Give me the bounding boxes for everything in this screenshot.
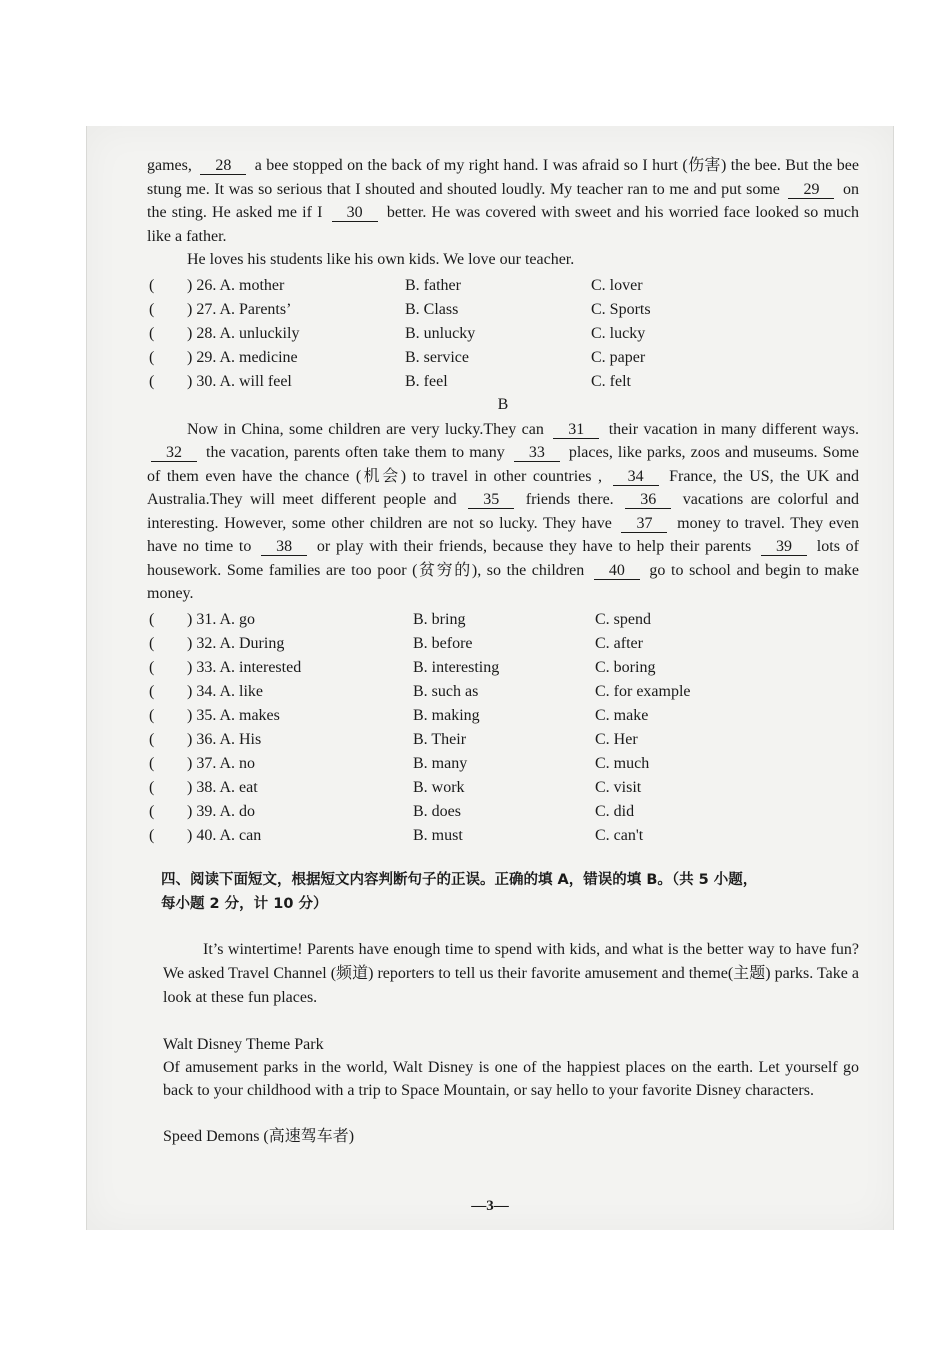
option-b: B. before xyxy=(413,634,473,652)
section-b-label: B xyxy=(497,395,509,413)
question-row-39 xyxy=(149,800,859,824)
section-4-heading-line-2: 每小题 2 分，计 10 分） xyxy=(161,895,328,912)
option-b: B. feel xyxy=(405,372,448,390)
answer-paren[interactable]: ( xyxy=(149,324,155,342)
question-row-33 xyxy=(149,656,859,680)
page-content xyxy=(147,154,859,1148)
option-c: C. Her xyxy=(595,730,638,748)
blank-35: 35 xyxy=(468,491,514,509)
option-c: C. make xyxy=(595,706,649,724)
option-c: C. Sports xyxy=(591,300,651,318)
option-b: B. work xyxy=(413,778,465,796)
option-c: C. much xyxy=(595,754,650,772)
passage-intro: It’s wintertime! Parents have enough time to spend with kids, and what is the better way to have fun? We asked Travel Channel (频道) reporters to tell us their favorite amusement and theme(主题) parks. Take a look at these fun places. xyxy=(163,940,859,1006)
options-31-40 xyxy=(149,608,859,848)
answer-paren[interactable]: ( xyxy=(149,754,155,772)
answer-paren[interactable]: ( xyxy=(149,706,155,724)
option-b: B. Their xyxy=(413,730,467,748)
option-a: ) 40. A. can xyxy=(187,826,262,844)
option-a: ) 38. A. eat xyxy=(187,778,258,796)
park-2-title: Speed Demons (高速驾车者) xyxy=(163,1127,355,1145)
cloze-a-paragraph-1 xyxy=(147,154,859,248)
answer-paren[interactable]: ( xyxy=(149,372,155,390)
question-row-36 xyxy=(149,728,859,752)
question-row-26 xyxy=(149,274,859,298)
blank-37: 37 xyxy=(621,515,667,533)
answer-paren[interactable]: ( xyxy=(149,802,155,820)
question-row-29 xyxy=(149,346,859,370)
blank-34: 34 xyxy=(613,468,659,486)
option-a: ) 27. A. Parents’ xyxy=(187,300,292,318)
park-1-title: Walt Disney Theme Park xyxy=(163,1035,324,1053)
option-b: B. unlucky xyxy=(405,324,476,342)
option-b: B. such as xyxy=(413,682,479,700)
question-row-35 xyxy=(149,704,859,728)
answer-paren[interactable]: ( xyxy=(149,634,155,652)
text-segment: places, like parks, zoos and museums. Some of them even have the chance (机会) to travel in other countries , xyxy=(147,444,860,485)
question-row-40 xyxy=(149,824,859,848)
answer-paren[interactable]: ( xyxy=(149,826,155,844)
text-segment: a bee stopped on the back of my right hand. I was afraid so I hurt (伤害) the bee. But the bee stung me. It was so serious that I shouted and shouted loudly. My teacher ran to me and put some xyxy=(147,157,860,198)
text-segment: money to travel. They even have no time to xyxy=(147,514,860,555)
text-segment: France, the US, the UK and Australia.They will meet different people and xyxy=(147,467,859,508)
blank-29: 29 xyxy=(788,181,834,199)
option-c: C. spend xyxy=(595,610,651,628)
option-a: ) 26. A. mother xyxy=(187,276,285,294)
text-segment: go to school and begin to make money. xyxy=(147,561,860,602)
blank-32: 32 xyxy=(151,444,197,462)
text-segment: games, xyxy=(147,157,192,174)
section-4-heading-line-1: 四、阅读下面短文，根据短文内容判断句子的正误。正确的填 A，错误的填 B。（共 5 小题， xyxy=(161,871,758,888)
option-b: B. many xyxy=(413,754,468,772)
answer-paren[interactable]: ( xyxy=(149,658,155,676)
option-a: ) 30. A. will feel xyxy=(187,372,292,390)
option-a: ) 29. A. medicine xyxy=(187,348,298,366)
option-b: B. does xyxy=(413,802,461,820)
page-number: —3— xyxy=(471,1198,509,1214)
option-a: ) 33. A. interested xyxy=(187,658,302,676)
option-c: C. felt xyxy=(591,372,631,390)
answer-paren[interactable]: ( xyxy=(149,682,155,700)
text-segment: vacations are colorful and interesting. However, some other children are not so lucky. They have xyxy=(147,491,860,532)
option-b: B. bring xyxy=(413,610,466,628)
question-row-30 xyxy=(149,370,859,394)
exam-page xyxy=(86,126,894,1230)
question-row-28 xyxy=(149,322,859,346)
text-segment: Now in China, some children are very lucky.They can xyxy=(187,420,544,438)
question-row-38 xyxy=(149,776,859,800)
option-a: ) 28. A. unluckily xyxy=(187,324,300,342)
option-c: C. lucky xyxy=(591,324,646,342)
option-c: C. did xyxy=(595,802,635,820)
option-c: C. paper xyxy=(591,348,646,366)
question-row-32 xyxy=(149,632,859,656)
answer-paren[interactable]: ( xyxy=(149,348,155,366)
answer-paren[interactable]: ( xyxy=(149,730,155,748)
section-4-heading xyxy=(161,868,859,916)
text-segment: on the sting. He asked me if I xyxy=(147,180,860,221)
options-26-30 xyxy=(149,274,859,394)
question-row-31 xyxy=(149,608,859,632)
option-b: B. service xyxy=(405,348,469,366)
option-a: ) 37. A. no xyxy=(187,754,255,772)
question-row-27 xyxy=(149,298,859,322)
text-segment: the vacation, parents often take them to many xyxy=(206,444,505,461)
option-c: C. for example xyxy=(595,682,691,700)
text-segment: friends there. xyxy=(525,491,614,508)
text-segment: their vacation in many different ways. xyxy=(608,420,859,438)
option-b: B. interesting xyxy=(413,658,500,676)
option-a: ) 32. A. During xyxy=(187,634,285,652)
cloze-a-paragraph-2: He loves his students like his own kids. We love our teacher. xyxy=(187,251,575,268)
option-b: B. Class xyxy=(405,300,459,318)
answer-paren[interactable]: ( xyxy=(149,610,155,628)
text-segment: lots of housework. Some families are too poor (贫穷的), so the children xyxy=(147,538,860,579)
blank-28: 28 xyxy=(200,157,246,175)
option-c: C. after xyxy=(595,634,643,652)
question-row-34 xyxy=(149,680,859,704)
blank-33: 33 xyxy=(514,444,560,462)
blank-31: 31 xyxy=(553,421,599,439)
section-4-passage xyxy=(163,938,859,1010)
blank-39: 39 xyxy=(761,538,807,556)
option-a: ) 36. A. His xyxy=(187,730,262,748)
option-a: ) 35. A. makes xyxy=(187,706,280,724)
option-c: C. boring xyxy=(595,658,656,676)
option-b: B. making xyxy=(413,706,480,724)
answer-paren[interactable]: ( xyxy=(149,778,155,796)
option-c: C. visit xyxy=(595,778,642,796)
option-b: B. must xyxy=(413,826,463,844)
park-1-text: Of amusement parks in the world, Walt Disney is one of the happiest places on the earth. Let yourself go back to your childhood with a trip to Space Mountain, or say hello to your favorite Disney characters. xyxy=(163,1058,859,1099)
cloze-b-paragraph xyxy=(147,418,859,606)
option-a: ) 31. A. go xyxy=(187,610,255,628)
option-a: ) 39. A. do xyxy=(187,802,255,820)
option-c: C. lover xyxy=(591,276,643,294)
answer-paren[interactable]: ( xyxy=(149,276,155,294)
text-segment: or play with their friends, because they have to help their parents xyxy=(316,538,752,555)
blank-30: 30 xyxy=(332,204,378,222)
blank-36: 36 xyxy=(625,491,671,509)
answer-paren[interactable]: ( xyxy=(149,300,155,318)
option-b: B. father xyxy=(405,276,461,294)
blank-40: 40 xyxy=(594,562,640,580)
text-segment: better. He was covered with sweet and his worried face looked so much like a father. xyxy=(147,204,860,245)
blank-38: 38 xyxy=(261,538,307,556)
question-row-37 xyxy=(149,752,859,776)
option-c: C. can't xyxy=(595,826,644,844)
option-a: ) 34. A. like xyxy=(187,682,263,700)
